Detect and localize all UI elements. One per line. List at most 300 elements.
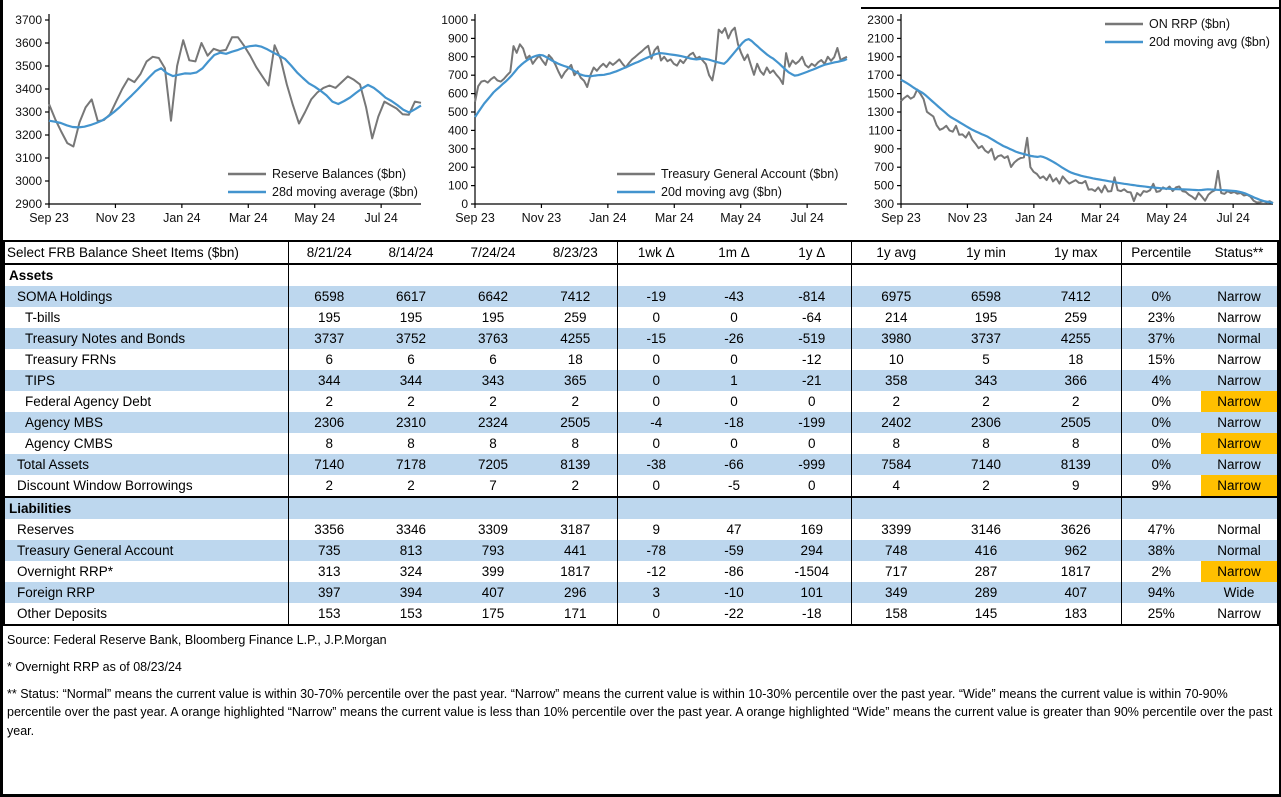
legend-label: 28d moving average ($bn)	[272, 185, 418, 199]
value-cell: 289	[941, 582, 1031, 603]
value-cell: 7140	[288, 454, 370, 475]
value-cell: 37%	[1121, 328, 1201, 349]
value-cell: 9	[1071, 478, 1080, 493]
x-tick-label: Jul 24	[1216, 211, 1250, 225]
section-row	[4, 264, 1278, 286]
status-cell: Narrow	[1217, 352, 1261, 367]
row-label: Treasury FRNs	[25, 352, 117, 367]
value-cell: 2324	[452, 412, 534, 433]
value-cell: 7412	[534, 286, 617, 307]
row-label: Liabilities	[4, 497, 288, 519]
y-tick-label: 1100	[868, 123, 894, 138]
table-row	[4, 307, 1278, 328]
top-border-rule	[861, 7, 1279, 9]
chart-on-rrp	[855, 6, 1281, 238]
value-cell: 15%	[1121, 349, 1201, 370]
column-header: 8/23/23	[534, 241, 617, 264]
value-cell: 3399	[851, 519, 941, 540]
value-cell: 0	[617, 349, 695, 370]
value-cell: 153	[288, 603, 370, 625]
value-cell: 397	[288, 582, 370, 603]
value-cell	[1031, 264, 1121, 286]
table-row	[4, 328, 1278, 349]
value-cell: 8	[407, 436, 415, 451]
value-cell: 6	[288, 349, 370, 370]
value-cell: 0	[807, 394, 816, 409]
value-cell: 6598	[941, 286, 1031, 307]
value-cell: 18	[1068, 352, 1084, 367]
value-cell: 2306	[288, 412, 370, 433]
value-cell: -4	[617, 412, 695, 433]
y-tick-label: 900	[447, 31, 468, 46]
value-cell: -78	[617, 540, 695, 561]
value-cell: -43	[695, 286, 773, 307]
value-cell: 0%	[1121, 412, 1201, 433]
value-cell: 748	[851, 540, 941, 561]
value-cell	[534, 264, 617, 286]
y-tick-label: 1000	[441, 13, 468, 27]
footnotes-block	[3, 626, 1279, 740]
column-header: 1y max	[1031, 241, 1121, 264]
y-tick-label: 3600	[15, 36, 42, 50]
series-line	[901, 90, 1273, 204]
value-cell: 2	[851, 391, 941, 412]
value-cell: 7140	[941, 454, 1031, 475]
value-cell: 195	[481, 310, 505, 325]
table-head	[4, 241, 1278, 264]
value-cell: 441	[534, 540, 617, 561]
y-tick-label: 500	[873, 178, 894, 193]
value-cell: -5	[727, 478, 740, 493]
y-tick-label: 3700	[15, 13, 42, 27]
value-cell: 2	[1071, 394, 1080, 409]
value-cell: 2	[982, 478, 990, 493]
value-cell: 47	[726, 522, 742, 537]
footnote-status-definition: ** Status: “Normal” means the current value is within 30-70% percentile over the past year. “Narrow” means the current value is within 10-30% percentile over the past year. “Wide” means the current value is within 70-90% percentile over the past year. A orange highlighted “Narrow” means the current value is less than 10% percentile over the past year. A orange highlighted “Wide” means the current value is greater than 90% percentile over the past year.	[7, 687, 1273, 738]
value-cell: 101	[773, 582, 851, 603]
value-cell: 214	[851, 307, 941, 328]
value-cell: 793	[452, 540, 534, 561]
value-cell: -199	[773, 412, 851, 433]
y-tick-label: 0	[461, 197, 468, 211]
value-cell: 3346	[395, 522, 427, 537]
value-cell: 0	[807, 436, 816, 451]
y-tick-label: 1700	[867, 68, 894, 83]
y-tick-label: 3500	[15, 59, 42, 73]
value-cell: 6642	[452, 286, 534, 307]
footnote-overnight-rrp: * Overnight RRP as of 08/23/24	[7, 660, 182, 675]
column-header: 1y avg	[851, 241, 941, 264]
value-cell: 6598	[288, 286, 370, 307]
y-tick-label: 3300	[15, 105, 42, 119]
table-row	[4, 370, 1278, 391]
status-cell: Normal	[1217, 522, 1261, 537]
status-cell	[1201, 497, 1278, 519]
value-cell	[1121, 497, 1201, 519]
value-cell: 4%	[1121, 370, 1201, 391]
value-cell: -66	[695, 454, 773, 475]
y-tick-label: 2900	[15, 197, 42, 211]
value-cell: 344	[288, 370, 370, 391]
value-cell: 23%	[1121, 307, 1201, 328]
value-cell	[1121, 264, 1201, 286]
table-row	[4, 475, 1278, 497]
value-cell: 10	[851, 349, 941, 370]
value-cell: 313	[288, 561, 370, 582]
x-tick-label: Nov 23	[95, 211, 136, 225]
value-cell: 8	[1071, 436, 1080, 451]
x-tick-label: Jul 24	[790, 211, 824, 225]
value-cell: 0	[617, 475, 695, 497]
value-cell	[452, 497, 534, 519]
value-cell: -10	[695, 582, 773, 603]
x-tick-label: Sep 23	[455, 211, 495, 225]
y-tick-label: 500	[447, 105, 468, 119]
y-tick-label: 3100	[15, 151, 42, 165]
value-cell: 0	[617, 370, 695, 391]
value-cell: 8139	[1031, 454, 1121, 475]
value-cell: -814	[773, 286, 851, 307]
value-cell: 195	[288, 307, 370, 328]
value-cell: 3187	[560, 522, 591, 537]
balance-sheet-table	[3, 240, 1279, 626]
value-cell: 0%	[1121, 286, 1201, 307]
value-cell: 195	[974, 310, 998, 325]
row-label: Federal Agency Debt	[25, 394, 152, 409]
table-row	[4, 433, 1278, 454]
value-cell: 18	[567, 352, 583, 367]
y-tick-label: 1300	[867, 105, 894, 119]
section-row	[4, 497, 1278, 519]
value-cell: 0	[617, 433, 695, 454]
value-cell: 8	[288, 433, 370, 454]
value-cell: 3	[617, 582, 695, 603]
value-cell: 2402	[851, 412, 941, 433]
x-tick-label: Jan 24	[1015, 211, 1053, 225]
value-cell	[534, 497, 617, 519]
series-line	[475, 39, 847, 117]
row-label: SOMA Holdings	[4, 286, 288, 307]
legend-label: 20d moving avg ($bn)	[1149, 35, 1270, 49]
x-tick-label: Jul 24	[364, 211, 398, 225]
table-row	[4, 454, 1278, 475]
status-cell: Wide	[1201, 582, 1278, 603]
value-cell	[617, 497, 695, 519]
value-cell: 5	[982, 352, 990, 367]
column-header: 1y min	[941, 241, 1031, 264]
value-cell	[370, 497, 452, 519]
x-tick-label: Sep 23	[881, 211, 921, 225]
value-cell: 183	[1064, 606, 1088, 621]
column-header: 7/24/24	[452, 241, 534, 264]
value-cell: 343	[941, 370, 1031, 391]
status-cell: Narrow	[1201, 370, 1278, 391]
value-cell: 7584	[851, 454, 941, 475]
value-cell: 2	[571, 394, 579, 409]
value-cell: 47%	[1121, 519, 1201, 540]
status-cell: Normal	[1201, 328, 1278, 349]
y-tick-label: 900	[873, 141, 894, 156]
status-cell: Narrow	[1201, 433, 1278, 454]
value-cell: 2	[407, 478, 415, 493]
value-cell	[695, 497, 773, 519]
value-cell: 962	[1031, 540, 1121, 561]
y-tick-label: 2300	[867, 13, 894, 27]
value-cell: 3309	[477, 522, 509, 537]
row-label: Overnight RRP*	[17, 564, 114, 579]
row-label: Reserves	[17, 522, 75, 537]
value-cell: 3626	[1060, 522, 1091, 537]
value-cell: 8	[571, 436, 579, 451]
y-tick-label: 800	[447, 49, 468, 64]
value-cell: -18	[695, 412, 773, 433]
row-label: Other Deposits	[17, 606, 108, 621]
value-cell: 1817	[560, 564, 591, 579]
value-cell: 2	[288, 391, 370, 412]
series-line	[49, 37, 421, 146]
chart-treasury-general-account	[429, 6, 855, 238]
x-tick-label: Mar 24	[1080, 211, 1120, 225]
table-row	[4, 349, 1278, 370]
table-row	[4, 519, 1278, 540]
value-cell: -1504	[794, 564, 830, 579]
value-cell: 343	[452, 370, 534, 391]
value-cell: 153	[399, 606, 423, 621]
x-tick-label: Nov 23	[521, 211, 562, 225]
status-cell: Narrow	[1201, 475, 1278, 497]
value-cell: 2310	[370, 412, 452, 433]
column-header: 8/21/24	[288, 241, 370, 264]
value-cell: 6	[489, 352, 497, 367]
value-cell: 3356	[288, 519, 370, 540]
value-cell: -12	[801, 352, 822, 367]
value-cell: 6	[407, 352, 415, 367]
value-cell: 287	[974, 564, 998, 579]
value-cell: 0	[730, 394, 738, 409]
value-cell: 8	[489, 436, 497, 451]
value-cell: 2	[982, 394, 990, 409]
status-cell: Narrow	[1217, 310, 1261, 325]
y-tick-label: 3400	[15, 82, 42, 96]
status-cell: Normal	[1201, 540, 1278, 561]
x-tick-label: Mar 24	[654, 211, 694, 225]
value-cell: 6617	[370, 286, 452, 307]
value-cell: 2505	[534, 412, 617, 433]
value-cell: 0	[730, 436, 738, 451]
value-cell: 717	[851, 561, 941, 582]
row-label: T-bills	[25, 310, 61, 325]
column-header: Percentile	[1121, 241, 1201, 264]
y-tick-label: 100	[447, 178, 468, 193]
value-cell	[695, 264, 773, 286]
value-cell: 175	[481, 606, 505, 621]
value-cell: 0%	[1121, 391, 1201, 412]
value-cell: 259	[1064, 310, 1088, 325]
value-cell: -26	[695, 328, 773, 349]
series-line	[49, 46, 421, 128]
column-header: 1y Δ	[773, 241, 851, 264]
y-tick-label: 400	[447, 123, 468, 138]
value-cell: 2	[489, 394, 497, 409]
value-cell	[370, 264, 452, 286]
value-cell: 366	[1031, 370, 1121, 391]
value-cell: 7412	[1031, 286, 1121, 307]
value-cell: 2505	[1031, 412, 1121, 433]
value-cell: -19	[617, 286, 695, 307]
treasury-general-account-chart	[429, 6, 855, 238]
value-cell	[773, 497, 851, 519]
y-tick-label: 300	[873, 197, 894, 211]
status-cell: Narrow	[1201, 286, 1278, 307]
value-cell: 407	[452, 582, 534, 603]
status-cell: Narrow	[1201, 391, 1278, 412]
table-row	[4, 582, 1278, 603]
row-label: Discount Window Borrowings	[17, 478, 193, 493]
value-cell: 7205	[452, 454, 534, 475]
value-cell: 1	[695, 370, 773, 391]
value-cell: 6975	[851, 286, 941, 307]
table-row	[4, 391, 1278, 412]
y-tick-label: 600	[447, 86, 468, 101]
value-cell: -15	[617, 328, 695, 349]
column-header: 1wk Δ	[617, 241, 695, 264]
value-cell: 2%	[1121, 561, 1201, 582]
value-cell: 158	[851, 603, 941, 625]
x-tick-label: Sep 23	[29, 211, 69, 225]
value-cell: 2	[571, 478, 579, 493]
value-cell: 1817	[1060, 564, 1091, 579]
y-tick-label: 1900	[867, 49, 894, 64]
row-label: Agency MBS	[4, 412, 288, 433]
column-header: 1m Δ	[695, 241, 773, 264]
value-cell	[851, 264, 941, 286]
status-cell	[1201, 264, 1278, 286]
reserve-balances-chart	[3, 6, 429, 238]
value-cell: 3146	[970, 522, 1002, 537]
value-cell: -59	[695, 540, 773, 561]
value-cell: 3763	[452, 328, 534, 349]
value-cell: -38	[617, 454, 695, 475]
value-cell: -519	[773, 328, 851, 349]
table-row	[4, 540, 1278, 561]
value-cell	[288, 264, 370, 286]
y-tick-label: 700	[447, 68, 468, 83]
value-cell: 0	[807, 478, 816, 493]
row-label: Assets	[4, 264, 288, 286]
value-cell: 0	[617, 391, 695, 412]
value-cell: 0	[730, 352, 738, 367]
value-cell: 3752	[370, 328, 452, 349]
value-cell: 2	[407, 394, 415, 409]
value-cell	[941, 497, 1031, 519]
value-cell	[288, 497, 370, 519]
value-cell: 8139	[534, 454, 617, 475]
source-note: Source: Federal Reserve Bank, Bloomberg Finance L.P., J.P.Morgan	[7, 633, 387, 647]
value-cell: 2306	[941, 412, 1031, 433]
y-tick-label: 2100	[867, 31, 894, 46]
x-tick-label: Mar 24	[228, 211, 268, 225]
value-cell: 0%	[1121, 433, 1201, 454]
value-cell: 358	[851, 370, 941, 391]
y-tick-label: 3200	[15, 128, 42, 142]
on-rrp-chart	[855, 6, 1281, 238]
legend-label: ON RRP ($bn)	[1149, 17, 1231, 31]
value-cell: 8	[982, 436, 990, 451]
value-cell	[941, 264, 1031, 286]
value-cell: -999	[773, 454, 851, 475]
value-cell: 4255	[534, 328, 617, 349]
x-tick-label: May 24	[1146, 211, 1188, 225]
value-cell	[1031, 497, 1121, 519]
value-cell: -22	[724, 606, 744, 621]
y-tick-label: 200	[447, 160, 468, 175]
status-cell: Narrow	[1201, 561, 1278, 582]
column-header: 8/14/24	[370, 241, 452, 264]
value-cell: 365	[534, 370, 617, 391]
value-cell: 294	[773, 540, 851, 561]
value-cell: 0	[730, 310, 738, 325]
value-cell: 195	[399, 310, 423, 325]
value-cell: 407	[1031, 582, 1121, 603]
row-label: Agency CMBS	[25, 436, 113, 451]
value-cell: 25%	[1121, 603, 1201, 625]
x-tick-label: Nov 23	[947, 211, 988, 225]
value-cell	[452, 264, 534, 286]
value-cell: 3737	[288, 328, 370, 349]
value-cell: 344	[370, 370, 452, 391]
series-line	[475, 28, 847, 102]
x-tick-label: May 24	[294, 211, 336, 225]
value-cell: 349	[851, 582, 941, 603]
value-cell: 38%	[1121, 540, 1201, 561]
value-cell: 259	[563, 310, 587, 325]
value-cell: -18	[801, 606, 822, 621]
value-cell: 296	[534, 582, 617, 603]
value-cell: 416	[941, 540, 1031, 561]
table-row	[4, 603, 1278, 625]
table-row	[4, 412, 1278, 433]
value-cell: 7	[489, 478, 497, 493]
value-cell: 394	[370, 582, 452, 603]
value-cell: 171	[563, 606, 587, 621]
y-tick-label: 1500	[867, 86, 894, 101]
value-cell: 9%	[1121, 475, 1201, 497]
table-title-header: Select FRB Balance Sheet Items ($bn)	[4, 241, 288, 264]
value-cell: 94%	[1121, 582, 1201, 603]
charts-row	[3, 0, 1279, 238]
value-cell: 9	[617, 519, 695, 540]
value-cell: -12	[617, 561, 695, 582]
legend-label: Reserve Balances ($bn)	[272, 167, 407, 181]
value-cell: 2	[288, 475, 370, 497]
legend-label: 20d moving avg ($bn)	[661, 185, 782, 199]
value-cell: 145	[974, 606, 998, 621]
legend-label: Treasury General Account ($bn)	[661, 167, 839, 181]
value-cell	[851, 497, 941, 519]
value-cell: 169	[800, 522, 824, 537]
value-cell: 813	[370, 540, 452, 561]
row-label: Treasury Notes and Bonds	[4, 328, 288, 349]
value-cell: 4	[851, 475, 941, 497]
value-cell: 7178	[370, 454, 452, 475]
table-header-row	[4, 241, 1278, 264]
value-cell: -64	[801, 310, 822, 325]
value-cell: -21	[773, 370, 851, 391]
value-cell: 0	[617, 307, 695, 328]
value-cell: 4255	[1031, 328, 1121, 349]
value-cell: 399	[481, 564, 505, 579]
row-label: Treasury General Account	[4, 540, 288, 561]
